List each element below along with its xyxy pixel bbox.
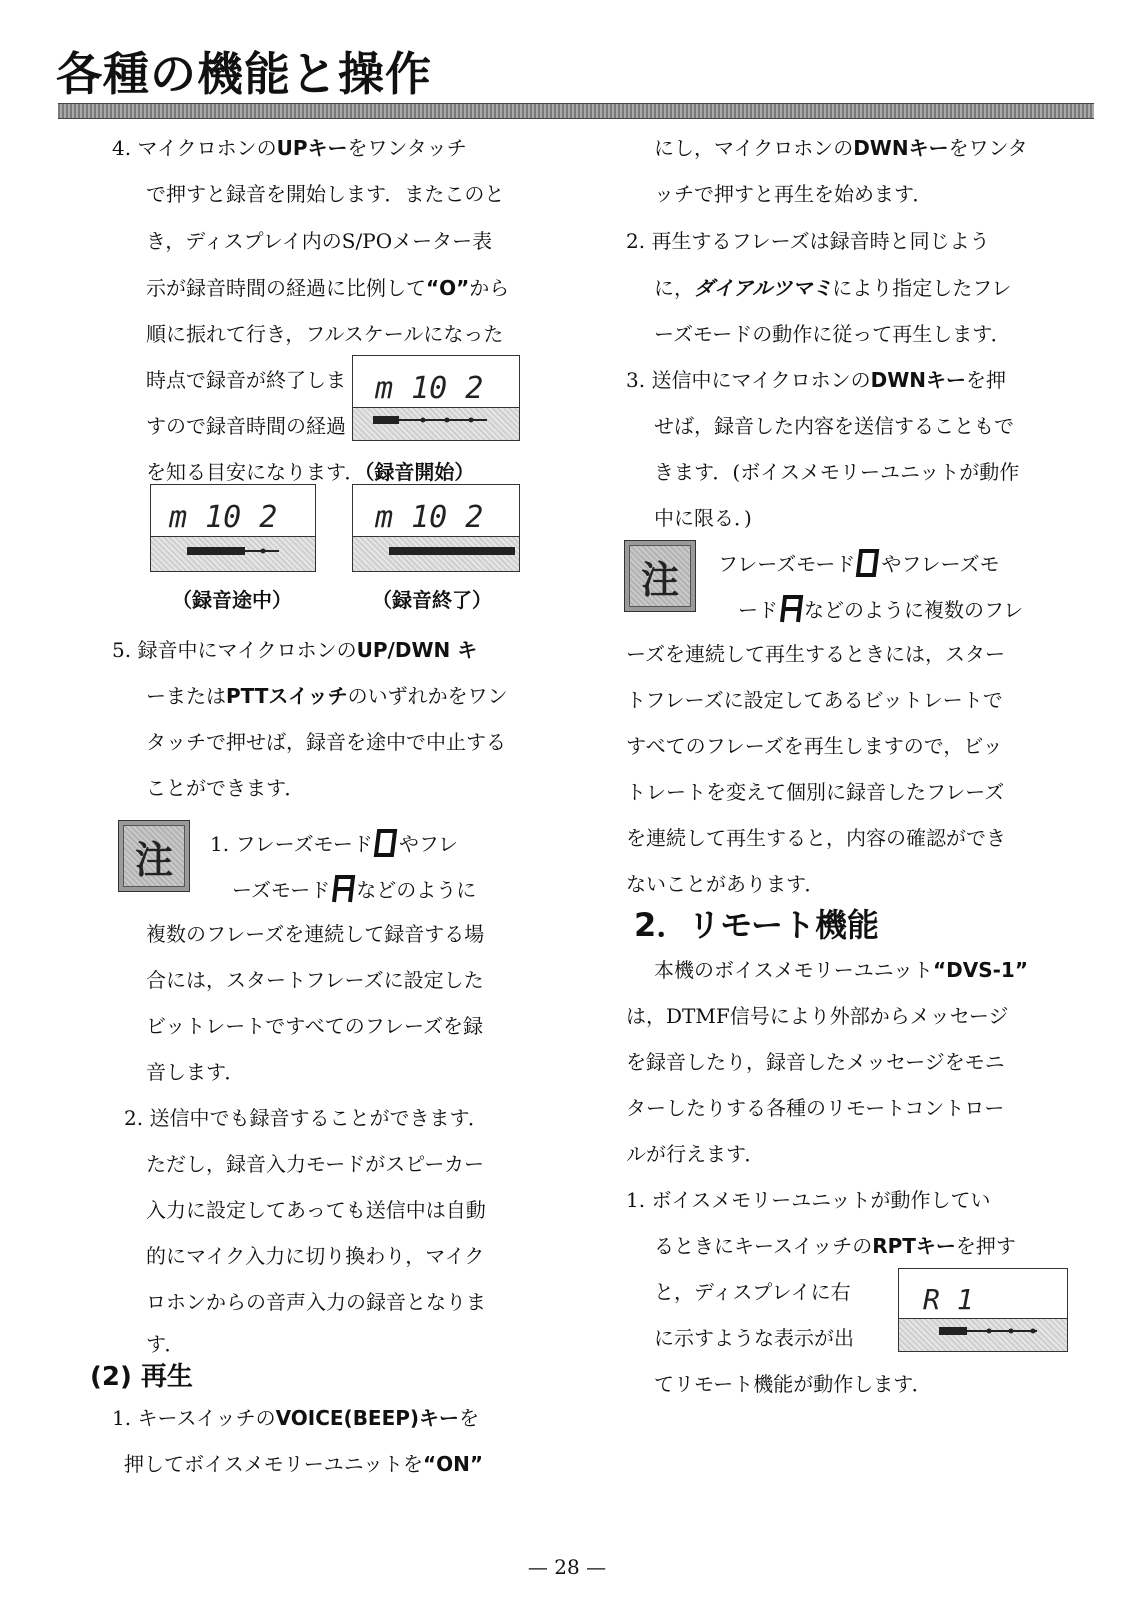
item5-line4: ことができます． (146, 776, 305, 800)
remote-item1-line3: と，ディスプレイに右 (654, 1280, 851, 1304)
caption-recording-end: （録音終了） (372, 588, 492, 612)
title-rule (58, 103, 1094, 119)
note-right-line8: ないことがあります． (626, 872, 825, 896)
play1-line2: 押してボイスメモリーユニットを“ON” (124, 1452, 484, 1476)
section-heading-playback: (2) 再生 (90, 1362, 193, 1392)
segment-a-icon (778, 594, 804, 624)
remote-item1-line1: 1. ボイスメモリーユニットが動作してい (626, 1188, 991, 1212)
item2-line2: に，ダイアルツマミにより指定したフレ (654, 276, 1012, 300)
section-heading-remote: 2．リモート機能 (634, 906, 879, 944)
segment-0-icon (373, 828, 399, 858)
svg-text:m 10 2: m 10 2 (375, 371, 484, 406)
remote-item1-line4: に示すような表示が出 (654, 1326, 854, 1350)
page-number: — 28 — (527, 1555, 607, 1579)
item4-line6: 時点で録音が終了しま (146, 368, 346, 392)
note-left-line1: 1. フレーズモード やフレ (210, 828, 458, 858)
note-right-line4: トフレーズに設定してあるビットレートで (626, 688, 1003, 712)
item5-line2: ーまたはPTTスイッチのいずれかをワン (146, 684, 508, 708)
lcd-remote-glyphs (899, 1269, 1067, 1351)
segment-a-icon (330, 874, 356, 904)
item2-line3: ーズモードの動作に従って再生します． (654, 322, 1011, 346)
lcd-recording-start (352, 355, 520, 441)
note-right-line1: フレーズモード やフレーズモ (718, 548, 1000, 578)
lcd-recording-end (352, 484, 520, 572)
item5-line1: 5. 録音中にマイクロホンのUP/DWN キ (112, 638, 478, 662)
note-right-line7: を連続して再生すると，内容の確認ができ (626, 826, 1006, 850)
remote-item1-line5: てリモート機能が動作します． (654, 1372, 932, 1396)
item5-line3: タッチで押せば，録音を途中で中止する (146, 730, 506, 754)
cont-line2: ッチで押すと再生を始めます． (654, 182, 933, 206)
note-right-line5: すべてのフレーズを再生しますので，ビッ (626, 734, 1003, 758)
note-right-line3: ーズを連続して再生するときには，スター (626, 642, 1005, 666)
lcd-mid-glyphs (151, 485, 315, 571)
lcd-remote (898, 1268, 1068, 1352)
item3-line2: せば，録音した内容を送信することもで (654, 414, 1014, 438)
remote-para-line4: ターしたりする各種のリモートコントロー (626, 1096, 1005, 1120)
svg-text:m 10 2: m 10 2 (375, 500, 484, 535)
remote-para-line2: は，DTMF信号により外部からメッセージ (626, 1004, 1009, 1028)
note-icon-right: 注 (624, 540, 696, 612)
page-title: 各種の機能と操作 (56, 47, 432, 101)
note-left-line10: 的にマイク入力に切り換わり，マイク (146, 1244, 485, 1268)
lcd-end-glyphs (353, 485, 519, 571)
note-left-line11: ロホンからの音声入力の録音となりま (146, 1290, 486, 1314)
caption-recording-mid: （録音途中） (172, 588, 292, 612)
note-left-line7: 2. 送信中でも録音することができます． (124, 1106, 488, 1130)
note-right-line6: トレートを変えて個別に録音したフレーズ (626, 780, 1005, 804)
item3-line1: 3. 送信中にマイクロホンのDWNキーを押 (626, 368, 1007, 392)
item2-line1: 2. 再生するフレーズは録音時と同じよう (626, 229, 990, 253)
note-left-line5: ビットレートですべてのフレーズを録 (146, 1014, 483, 1038)
note-left-line3: 複数のフレーズを連続して録音する場 (146, 922, 485, 946)
segment-0-icon (855, 548, 881, 578)
lcd-recording-mid (150, 484, 316, 572)
remote-para-line1: 本機のボイスメモリーユニット“DVS-1” (654, 958, 1028, 982)
item4-line5: 順に振れて行き，フルスケールになった (146, 322, 504, 346)
remote-para-line5: ルが行えます． (626, 1142, 765, 1166)
play1-line1: 1. キースイッチのVOICE(BEEP)キーを (112, 1406, 480, 1430)
item3-line4: 中に限る．) (654, 506, 752, 530)
note-left-line9: 入力に設定してあっても送信中は自動 (146, 1198, 486, 1222)
note-right-line2: ード などのように複数のフレ (738, 594, 1023, 624)
remote-para-line3: を録音したり，録音したメッセージをモニ (626, 1050, 1005, 1074)
remote-item1-line2: るときにキースイッチのRPTキーを押す (654, 1234, 1016, 1258)
item4-line7: すので録音時間の経過 (146, 414, 346, 438)
note-left-line6: 音します． (146, 1060, 245, 1084)
lcd-start-glyphs (353, 356, 519, 440)
svg-text:R 1: R 1 (923, 1283, 974, 1316)
item4-line4: 示が録音時間の経過に比例して“O”から (146, 276, 510, 300)
note-left-line8: ただし，録音入力モードがスピーカー (146, 1152, 484, 1176)
item4-line2: で押すと録音を開始します．またこのと (146, 182, 505, 206)
note-left-line12: す． (146, 1332, 185, 1356)
note-icon-left: 注 (118, 820, 190, 892)
note-left-line2: ーズモード などのように (232, 874, 476, 904)
svg-text:m 10 2: m 10 2 (169, 500, 278, 535)
note-left-line4: 合には，スタートフレーズに設定した (146, 968, 484, 992)
item3-line3: きます．(ボイスメモリーユニットが動作 (654, 460, 1020, 484)
item4-line8: を知る目安になります．（録音開始） (146, 460, 475, 484)
cont-line1: にし，マイクロホンのDWNキーをワンタ (654, 136, 1028, 160)
item4-line1: 4. マイクロホンのUPキーをワンタッチ (112, 136, 467, 160)
item4-line3: き，ディスプレイ内のS/POメーター表 (146, 229, 493, 253)
